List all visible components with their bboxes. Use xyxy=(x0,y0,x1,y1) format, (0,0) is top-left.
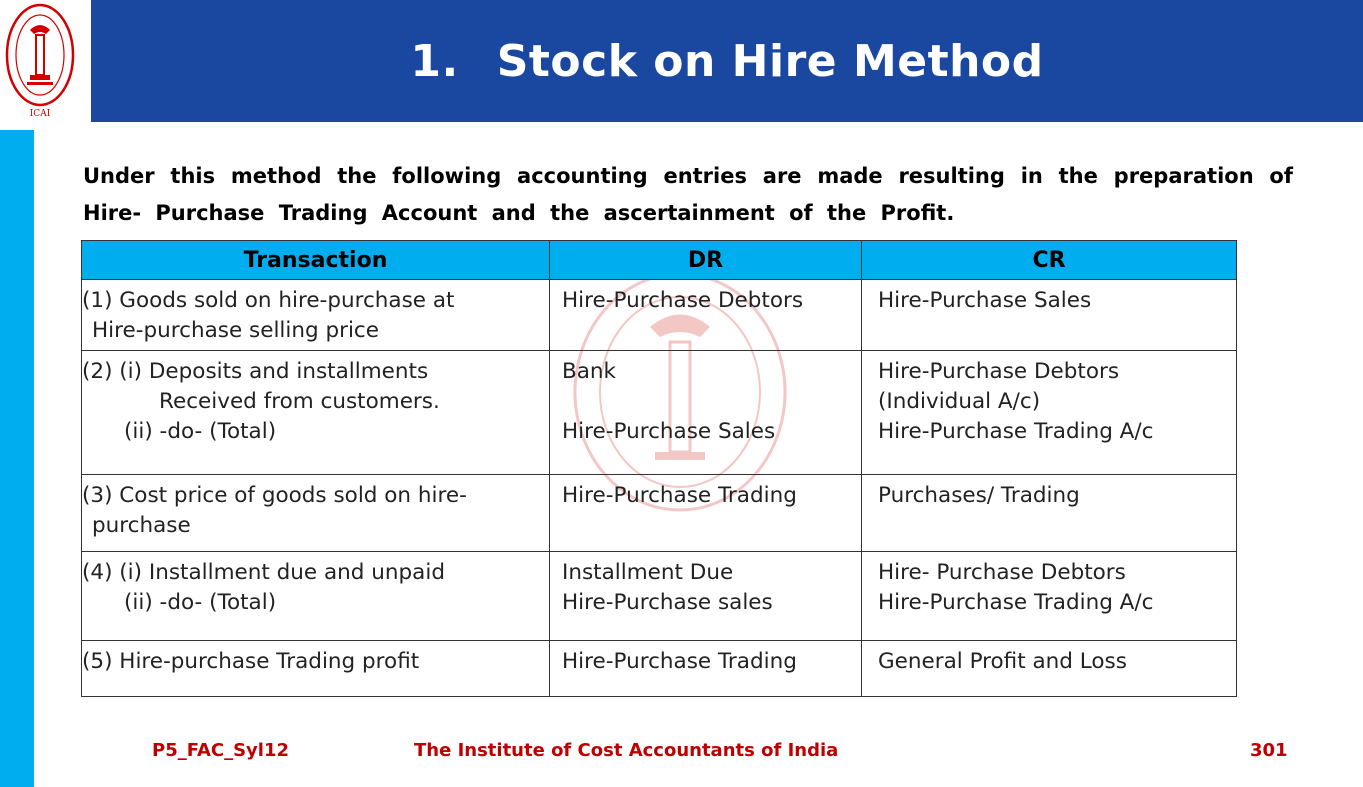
transaction-line: Received from customers. xyxy=(159,389,440,414)
dr-line: Hire-Purchase sales xyxy=(562,590,773,615)
cr-cell xyxy=(862,280,1237,351)
cr-line: Hire-Purchase Trading A/c xyxy=(878,590,1154,615)
left-accent-bar xyxy=(0,130,34,787)
transaction-line: (1) Goods sold on hire-purchase at xyxy=(82,288,455,313)
dr-cell xyxy=(550,475,862,552)
title-text: Stock on Hire Method xyxy=(496,35,1044,87)
transaction-cell xyxy=(82,280,550,351)
table-row xyxy=(82,280,1237,351)
transaction-line: Hire-purchase selling price xyxy=(92,318,379,343)
dr-cell xyxy=(550,280,862,351)
transaction-line: (ii) -do- (Total) xyxy=(124,590,277,615)
cr-line: General Profit and Loss xyxy=(878,649,1127,674)
dr-line: Hire-Purchase Trading xyxy=(562,483,797,508)
table-row xyxy=(82,641,1237,697)
cr-line: Hire-Purchase Sales xyxy=(878,288,1092,313)
footer-course-code: P5_FAC_Syl12 xyxy=(152,740,290,761)
transaction-cell xyxy=(82,552,550,641)
cr-cell xyxy=(862,351,1237,475)
cr-cell xyxy=(862,641,1237,697)
dr-cell xyxy=(550,351,862,475)
intro-paragraph: Under this method the following accounting entries are made resulting in the preparation of Hire- Purchase Trading Account and the ascertainment of the Profit. xyxy=(83,164,1293,225)
transaction-line: (2) (i) Deposits and installments xyxy=(82,359,429,384)
header-transaction: Transaction xyxy=(82,241,550,280)
transaction-line: (5) Hire-purchase Trading profit xyxy=(82,649,420,674)
dr-cell xyxy=(550,552,862,641)
table-header-row xyxy=(82,241,1237,280)
cr-line: Purchases/ Trading xyxy=(878,483,1080,508)
header-dr: DR xyxy=(550,241,862,280)
dr-line: Hire-Purchase Debtors xyxy=(562,288,804,313)
transaction-line: purchase xyxy=(92,513,191,538)
cr-line: Hire-Purchase Debtors xyxy=(878,359,1120,384)
transaction-cell xyxy=(82,475,550,552)
cr-line: Hire- Purchase Debtors xyxy=(878,560,1126,585)
footer-page-number: 301 xyxy=(1250,740,1288,761)
cr-cell xyxy=(862,475,1237,552)
cr-line: (Individual A/c) xyxy=(878,389,1041,414)
title-number: 1. xyxy=(410,35,459,87)
dr-line: Hire-Purchase Trading xyxy=(562,649,797,674)
accounting-entries-table xyxy=(81,240,1237,697)
svg-text:ICAI: ICAI xyxy=(29,109,51,119)
dr-line: Installment Due xyxy=(562,560,734,585)
transaction-line: (ii) -do- (Total) xyxy=(124,419,277,444)
transaction-line: (3) Cost price of goods sold on hire- xyxy=(82,483,467,508)
cr-line: Hire-Purchase Trading A/c xyxy=(878,419,1154,444)
dr-line: Hire-Purchase Sales xyxy=(562,419,776,444)
header-cr: CR xyxy=(862,241,1237,280)
dr-cell xyxy=(550,641,862,697)
table-row xyxy=(82,552,1237,641)
cr-cell xyxy=(862,552,1237,641)
page-title xyxy=(91,0,1363,122)
transaction-cell xyxy=(82,641,550,697)
dr-line xyxy=(562,387,857,417)
dr-line: Bank xyxy=(562,359,617,384)
transaction-line: (4) (i) Installment due and unpaid xyxy=(82,560,445,585)
footer-institute-name: The Institute of Cost Accountants of India xyxy=(414,740,839,761)
table-row xyxy=(82,475,1237,552)
transaction-cell xyxy=(82,351,550,475)
institute-seal-icon xyxy=(0,0,86,122)
table-row xyxy=(82,351,1237,475)
